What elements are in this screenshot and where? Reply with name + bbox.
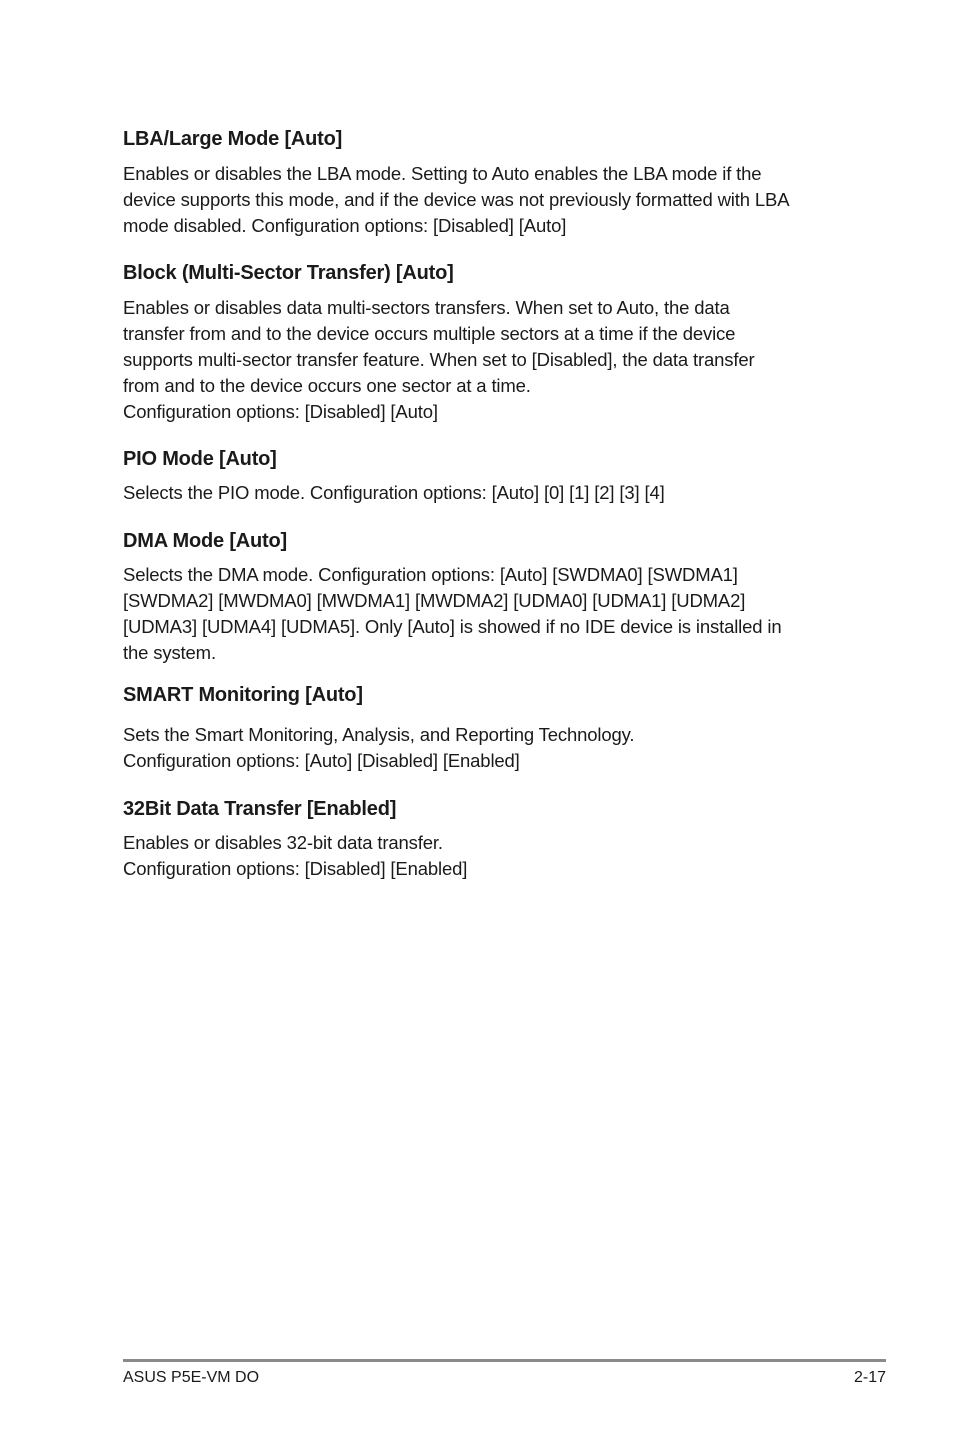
section-description — [123, 480, 843, 506]
description-line: transfer from and to the device occurs multiple sectors at a time if the device — [123, 323, 736, 344]
description-line: Sets the Smart Monitoring, Analysis, and Reporting Technology. — [123, 724, 635, 745]
description-line: [UDMA3] [UDMA4] [UDMA5]. Only [Auto] is showed if no IDE device is installed in — [123, 616, 782, 637]
footer-divider — [123, 1359, 886, 1362]
description-line: supports multi-sector transfer feature. When set to [Disabled], the data transfer — [123, 349, 755, 370]
section-pio-mode — [123, 446, 843, 506]
description-line: device supports this mode, and if the device was not previously formatted with LBA — [123, 189, 790, 210]
section-description — [123, 161, 843, 239]
description-line: Enables or disables the LBA mode. Setting to Auto enables the LBA mode if the — [123, 163, 762, 184]
description-line: Configuration options: [Auto] [Disabled] [Enabled] — [123, 750, 520, 771]
section-description — [123, 295, 843, 425]
section-description — [123, 830, 843, 882]
section-description — [123, 562, 843, 666]
footer-page-number: 2-17 — [853, 1369, 886, 1386]
description-line: mode disabled. Configuration options: [Disabled] [Auto] — [123, 215, 567, 236]
section-lba-large-mode — [123, 126, 843, 239]
section-heading: SMART Monitoring [Auto] — [123, 684, 363, 706]
description-line: Selects the PIO mode. Configuration options: [Auto] [0] [1] [2] [3] [4] — [123, 482, 665, 503]
description-line: [SWDMA2] [MWDMA0] [MWDMA1] [MWDMA2] [UDMA0] [UDMA1] [UDMA2] — [123, 590, 746, 611]
description-line: the system. — [123, 642, 216, 663]
section-heading: DMA Mode [Auto] — [123, 530, 287, 552]
description-line: from and to the device occurs one sector at a time. — [123, 375, 531, 396]
section-dma-mode — [123, 528, 843, 666]
description-line: Configuration options: [Disabled] [Enabled] — [123, 858, 468, 879]
section-smart-monitoring — [123, 682, 843, 774]
section-heading: 32Bit Data Transfer [Enabled] — [123, 798, 397, 820]
section-32bit-data-transfer — [123, 796, 843, 882]
description-line: Selects the DMA mode. Configuration options: [Auto] [SWDMA0] [SWDMA1] — [123, 564, 738, 585]
description-line: Enables or disables data multi-sectors transfers. When set to Auto, the data — [123, 297, 730, 318]
section-heading: PIO Mode [Auto] — [123, 448, 277, 470]
section-block-multi-sector-transfer — [123, 260, 843, 425]
section-heading: Block (Multi-Sector Transfer) [Auto] — [123, 262, 454, 284]
section-heading: LBA/Large Mode [Auto] — [123, 128, 343, 150]
section-description — [123, 722, 843, 774]
description-line: Configuration options: [Disabled] [Auto] — [123, 401, 438, 422]
footer-product-name: ASUS P5E-VM DO — [123, 1369, 260, 1386]
description-line: Enables or disables 32-bit data transfer. — [123, 832, 443, 853]
